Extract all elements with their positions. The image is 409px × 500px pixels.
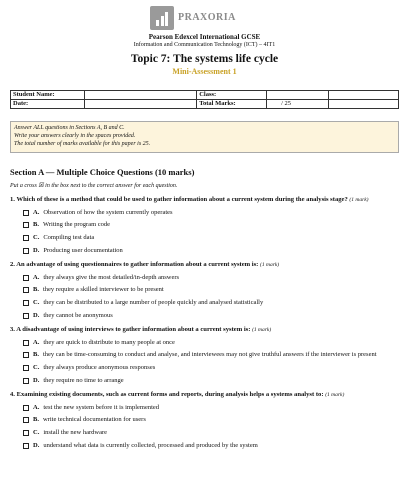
brand-name: PRAXORIA: [178, 11, 236, 23]
option-letter: D.: [33, 311, 40, 319]
answer-checkbox[interactable]: [23, 340, 29, 346]
option-text: [33, 312, 113, 321]
section-a-title: Section A — Multiple Choice Questions (10 marks): [10, 166, 195, 177]
option-text: [33, 429, 107, 438]
answer-checkbox[interactable]: [23, 443, 29, 449]
total-marks-value: / 25: [267, 100, 329, 109]
option-label: write technical documentation for users: [42, 416, 146, 424]
option-text: [33, 247, 123, 256]
question-stem: 4. Examining existing documents, such as current forms and reports, during analysis helps a systems analyst to:: [10, 390, 326, 398]
option-text: [33, 364, 155, 373]
question-mark: (1 mark): [349, 196, 369, 203]
option-letter: A.: [33, 338, 40, 346]
answer-checkbox[interactable]: [23, 352, 29, 358]
question-text: [10, 326, 399, 335]
option-letter: C.: [33, 299, 40, 307]
answer-checkbox[interactable]: [23, 248, 29, 254]
answer-checkbox[interactable]: [23, 287, 29, 293]
answer-option: [23, 339, 399, 348]
option-letter: B.: [33, 221, 39, 229]
answer-checkbox[interactable]: [23, 300, 29, 306]
answer-option: [23, 351, 399, 360]
option-letter: A.: [33, 273, 40, 281]
option-label: Observation of how the system currently operates: [43, 208, 173, 216]
option-text: [33, 416, 146, 425]
option-label: they always produce anonymous responses: [43, 364, 156, 372]
question-text: [10, 391, 399, 400]
answer-options: [10, 339, 399, 386]
answer-checkbox[interactable]: [23, 275, 29, 281]
option-text: [33, 274, 179, 283]
option-label: they can be distributed to a large number of people quickly and analysed statistically: [43, 299, 264, 307]
option-label: Producing user documentation: [43, 246, 123, 254]
student-name-label: Student Name:: [11, 91, 85, 100]
option-letter: C.: [33, 364, 40, 372]
header: [10, 6, 399, 74]
option-label: they always give the most detailed/in-depth answers: [43, 273, 180, 281]
section-a-note: Put a cross ☒ in the box next to the correct answer for each question.: [10, 183, 178, 190]
option-letter: B.: [33, 286, 39, 294]
instruction-line: Write your answers clearly in the spaces provided.: [14, 133, 136, 140]
answer-checkbox[interactable]: [23, 378, 29, 384]
class-field[interactable]: [267, 91, 329, 100]
answer-option: [23, 442, 399, 451]
student-name-field[interactable]: [84, 91, 197, 100]
total-marks-extra: [329, 100, 399, 109]
class-extra-field[interactable]: [329, 91, 399, 100]
option-text: [33, 442, 258, 451]
questions-list: [10, 196, 399, 451]
answer-option: [23, 312, 399, 321]
option-text: [33, 404, 159, 413]
question-stem: 3. A disadvantage of using interviews to gather information about a current system is:: [10, 325, 253, 333]
answer-checkbox[interactable]: [23, 365, 29, 371]
date-label: Date:: [11, 100, 85, 109]
option-letter: D.: [33, 246, 40, 254]
option-label: they require a skilled interviewer to be present: [42, 286, 164, 294]
answer-checkbox[interactable]: [23, 405, 29, 411]
answer-checkbox[interactable]: [23, 417, 29, 423]
answer-option: [23, 416, 399, 425]
option-letter: B.: [33, 351, 39, 359]
option-label: they require no time to arrange: [43, 376, 124, 384]
class-label: Class:: [197, 91, 267, 100]
option-label: install the new hardware: [43, 429, 108, 437]
question-4: [10, 391, 399, 451]
option-letter: B.: [33, 416, 39, 424]
option-text: [33, 377, 124, 386]
answer-option: [23, 299, 399, 308]
bar-chart-icon: [150, 6, 174, 30]
option-label: understand what data is currently collected, processed and produced by the system: [43, 441, 258, 449]
answer-checkbox[interactable]: [23, 210, 29, 216]
question-mark: (1 mark): [325, 391, 345, 398]
date-field[interactable]: [84, 100, 197, 109]
answer-option: [23, 429, 399, 438]
question-1: [10, 196, 399, 256]
answer-option: [23, 404, 399, 413]
option-label: Compiling test data: [43, 234, 95, 242]
option-letter: A.: [33, 208, 40, 216]
option-text: [33, 221, 110, 230]
answer-checkbox[interactable]: [23, 430, 29, 436]
question-stem: 2. An advantage of using questionnaires to gather information about a current system is:: [10, 260, 261, 268]
answer-options: [10, 274, 399, 321]
answer-options: [10, 404, 399, 451]
question-3: [10, 326, 399, 386]
student-info-table: [10, 90, 399, 109]
option-text: [33, 339, 175, 348]
answer-checkbox[interactable]: [23, 313, 29, 319]
question-mark: (1 mark): [252, 326, 272, 333]
page-title: Topic 7: The systems life cycle: [130, 53, 279, 65]
option-text: [33, 286, 164, 295]
option-text: [33, 299, 263, 308]
question-text: [10, 261, 399, 270]
answer-option: [23, 209, 399, 218]
option-label: they can be time-consuming to conduct and analyse, and interviewees may not give truthful answers if the interviewer is present: [42, 351, 377, 359]
page-subtitle: Mini-Assessment 1: [172, 67, 237, 76]
option-label: they cannot be anonymous: [43, 311, 113, 319]
instruction-line: Answer ALL questions in Sections A, B and C.: [14, 125, 125, 132]
answer-checkbox[interactable]: [23, 235, 29, 241]
total-marks-label: Total Marks:: [197, 100, 267, 109]
option-letter: A.: [33, 403, 40, 411]
option-label: they are quick to distribute to many people at once: [43, 338, 175, 346]
option-letter: C.: [33, 429, 40, 437]
instruction-line: The total number of marks available for this paper is 25.: [14, 140, 151, 147]
option-label: test the new system before it is implemented: [43, 403, 160, 411]
answer-option: [23, 377, 399, 386]
answer-checkbox[interactable]: [23, 222, 29, 228]
question-mark: (1 mark): [260, 261, 280, 268]
question-text: [10, 196, 399, 205]
question-stem: 1. Which of these is a method that could be used to gather information about a current system during the analysis stage?: [10, 195, 350, 203]
answer-options: [10, 209, 399, 256]
option-letter: C.: [33, 234, 40, 242]
answer-option: [23, 274, 399, 283]
option-letter: D.: [33, 441, 40, 449]
option-label: Writing the program code: [42, 221, 111, 229]
instructions-box: [10, 121, 399, 152]
answer-option: [23, 221, 399, 230]
answer-option: [23, 286, 399, 295]
answer-option: [23, 364, 399, 373]
option-text: [33, 234, 94, 243]
option-text: [33, 351, 377, 360]
brand-logo: [150, 6, 236, 30]
answer-option: [23, 234, 399, 243]
answer-option: [23, 247, 399, 256]
option-text: [33, 209, 173, 218]
subject-line: Information and Communication Technology (ICT) – 4IT1: [133, 42, 276, 48]
qualification-title: Pearson Edexcel International GCSE: [148, 33, 261, 41]
option-letter: D.: [33, 376, 40, 384]
question-2: [10, 261, 399, 321]
